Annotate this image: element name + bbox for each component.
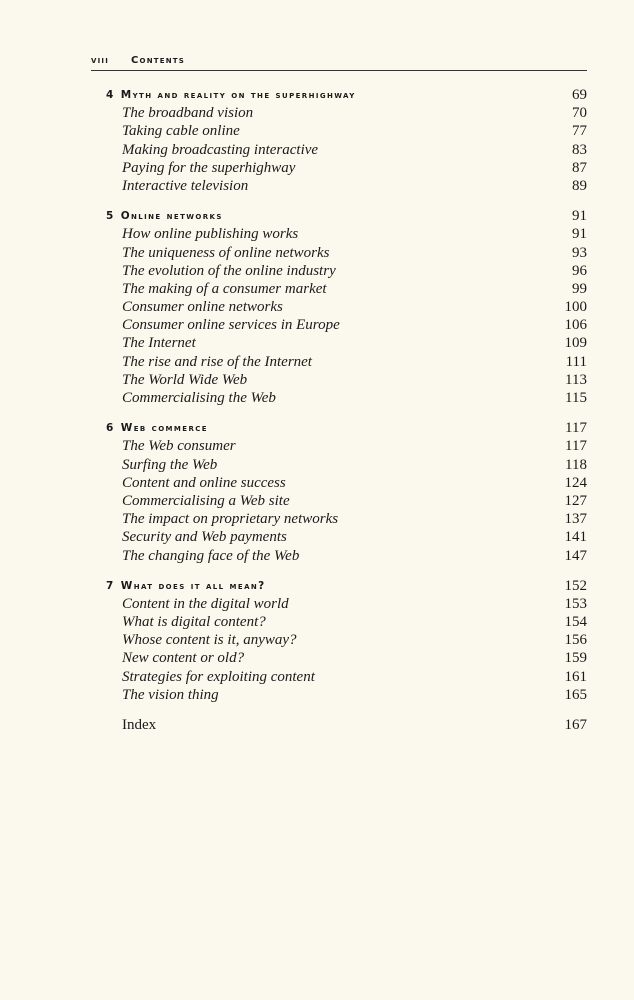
section-entry[interactable] <box>91 244 587 262</box>
section-entry[interactable] <box>91 613 587 631</box>
section-entry[interactable] <box>91 316 587 334</box>
section-title: Content in the digital world <box>122 595 289 612</box>
section-title: Commercialising the Web <box>122 390 276 406</box>
index-entry[interactable] <box>91 716 587 734</box>
section-entry[interactable] <box>91 595 587 613</box>
section-title: The vision thing <box>122 686 219 703</box>
section-title: The broadband vision <box>122 105 254 122</box>
index-title: Index <box>122 717 157 733</box>
section-title: The Web consumer <box>122 438 236 455</box>
section-title: Content and online success <box>122 474 286 491</box>
section-title: The changing face of the Web <box>122 547 300 564</box>
section-page-number: 93 <box>572 244 587 261</box>
section-entry[interactable] <box>91 510 587 528</box>
chapter-title-text: Web commerce <box>120 422 208 435</box>
section-page-number: 159 <box>564 650 587 667</box>
section-page-number: 124 <box>564 474 587 491</box>
chapter-page-number: 152 <box>564 577 587 594</box>
section-page-number: 154 <box>564 614 587 631</box>
chapter-block <box>91 86 587 195</box>
section-title: Strategies for exploiting content <box>122 668 315 685</box>
section-page-number: 89 <box>572 177 587 194</box>
section-entry[interactable] <box>91 371 587 389</box>
section-entry[interactable] <box>91 492 587 510</box>
section-entry[interactable] <box>91 528 587 546</box>
chapter-page-number: 117 <box>565 420 587 437</box>
section-title: Taking cable online <box>122 123 240 140</box>
section-entry[interactable] <box>91 177 587 195</box>
section-entry[interactable] <box>91 437 587 455</box>
section-title: The making of a consumer market <box>122 280 327 297</box>
section-page-number: 141 <box>564 529 587 546</box>
section-page-number: 109 <box>564 335 587 352</box>
section-page-number: 100 <box>564 299 587 316</box>
chapter-title-text: Online networks <box>120 210 223 223</box>
section-title: Whose content is it, anyway? <box>122 632 297 649</box>
section-entry[interactable] <box>91 686 587 704</box>
section-entry[interactable] <box>91 298 587 316</box>
section-page-number: 96 <box>572 262 587 279</box>
section-page-number: 111 <box>565 353 587 370</box>
section-title: Consumer online networks <box>122 299 283 316</box>
chapter-block <box>91 577 587 704</box>
section-page-number: 77 <box>572 123 587 140</box>
section-title: What is digital content? <box>122 614 266 631</box>
section-title: The rise and rise of the Internet <box>122 353 312 370</box>
chapter-page-number: 69 <box>572 87 587 103</box>
section-page-number: 137 <box>564 511 587 528</box>
chapter-number: 4 <box>106 89 115 101</box>
chapter-title <box>106 419 208 437</box>
section-entry[interactable] <box>91 547 587 565</box>
page-folio: viii <box>91 55 110 66</box>
chapter-title <box>106 86 356 104</box>
section-page-number: 83 <box>572 141 587 158</box>
section-entry[interactable] <box>91 262 587 280</box>
section-page-number: 91 <box>572 226 587 243</box>
section-page-number: 153 <box>564 595 587 612</box>
chapter-entry[interactable] <box>91 419 587 437</box>
chapter-page-number: 91 <box>572 208 587 225</box>
chapter-block <box>91 419 587 565</box>
running-header <box>91 52 587 71</box>
section-title: Surfing the Web <box>122 456 218 473</box>
section-title: Paying for the superhighway <box>122 159 296 176</box>
section-page-number: 106 <box>564 317 587 334</box>
section-entry[interactable] <box>91 141 587 159</box>
section-title: The uniqueness of online networks <box>122 244 330 261</box>
section-entry[interactable] <box>91 225 587 243</box>
section-page-number: 127 <box>564 492 587 509</box>
section-entry[interactable] <box>91 668 587 686</box>
section-entry[interactable] <box>91 353 587 371</box>
chapter-title-text: What does it all mean? <box>120 579 266 592</box>
running-title: Contents <box>131 55 185 66</box>
chapter-title <box>106 207 223 225</box>
section-entry[interactable] <box>91 389 587 407</box>
chapter-number: 7 <box>106 579 115 592</box>
chapter-number: 5 <box>106 210 115 223</box>
section-title: The Internet <box>122 335 196 352</box>
section-page-number: 87 <box>572 159 587 176</box>
section-title: The impact on proprietary networks <box>122 511 339 528</box>
section-entry[interactable] <box>91 334 587 352</box>
section-page-number: 165 <box>564 686 587 703</box>
section-page-number: 70 <box>572 105 587 122</box>
section-entry[interactable] <box>91 122 587 140</box>
section-title: Commercialising a Web site <box>122 492 290 509</box>
section-title: The World Wide Web <box>122 371 248 388</box>
section-page-number: 147 <box>564 547 587 564</box>
section-entry[interactable] <box>91 104 587 122</box>
section-page-number: 118 <box>565 456 587 473</box>
chapter-entry[interactable] <box>91 207 587 225</box>
index-page-number: 167 <box>564 717 587 733</box>
section-entry[interactable] <box>91 649 587 667</box>
section-entry[interactable] <box>91 631 587 649</box>
section-page-number: 115 <box>565 390 587 406</box>
section-title: The evolution of the online industry <box>122 262 336 279</box>
section-entry[interactable] <box>91 280 587 298</box>
section-page-number: 113 <box>565 371 587 388</box>
chapter-number: 6 <box>106 422 115 435</box>
section-entry[interactable] <box>91 474 587 492</box>
chapter-entry[interactable] <box>91 86 587 104</box>
section-title: Interactive television <box>122 177 249 194</box>
section-title: How online publishing works <box>122 226 299 243</box>
chapter-entry[interactable] <box>91 577 587 595</box>
section-page-number: 99 <box>572 280 587 297</box>
section-entry[interactable] <box>91 456 587 474</box>
section-title: Making broadcasting interactive <box>122 141 319 158</box>
table-of-contents <box>91 86 587 734</box>
chapter-title <box>106 577 266 595</box>
chapter-block <box>91 207 587 407</box>
section-page-number: 161 <box>564 668 587 685</box>
section-title: Consumer online services in Europe <box>122 317 340 334</box>
section-page-number: 156 <box>564 632 587 649</box>
section-title: Security and Web payments <box>122 529 287 546</box>
section-title: New content or old? <box>122 650 245 667</box>
section-entry[interactable] <box>91 159 587 177</box>
chapter-title-text: Myth and reality on the superhighway <box>120 89 356 101</box>
section-page-number: 117 <box>565 438 587 455</box>
